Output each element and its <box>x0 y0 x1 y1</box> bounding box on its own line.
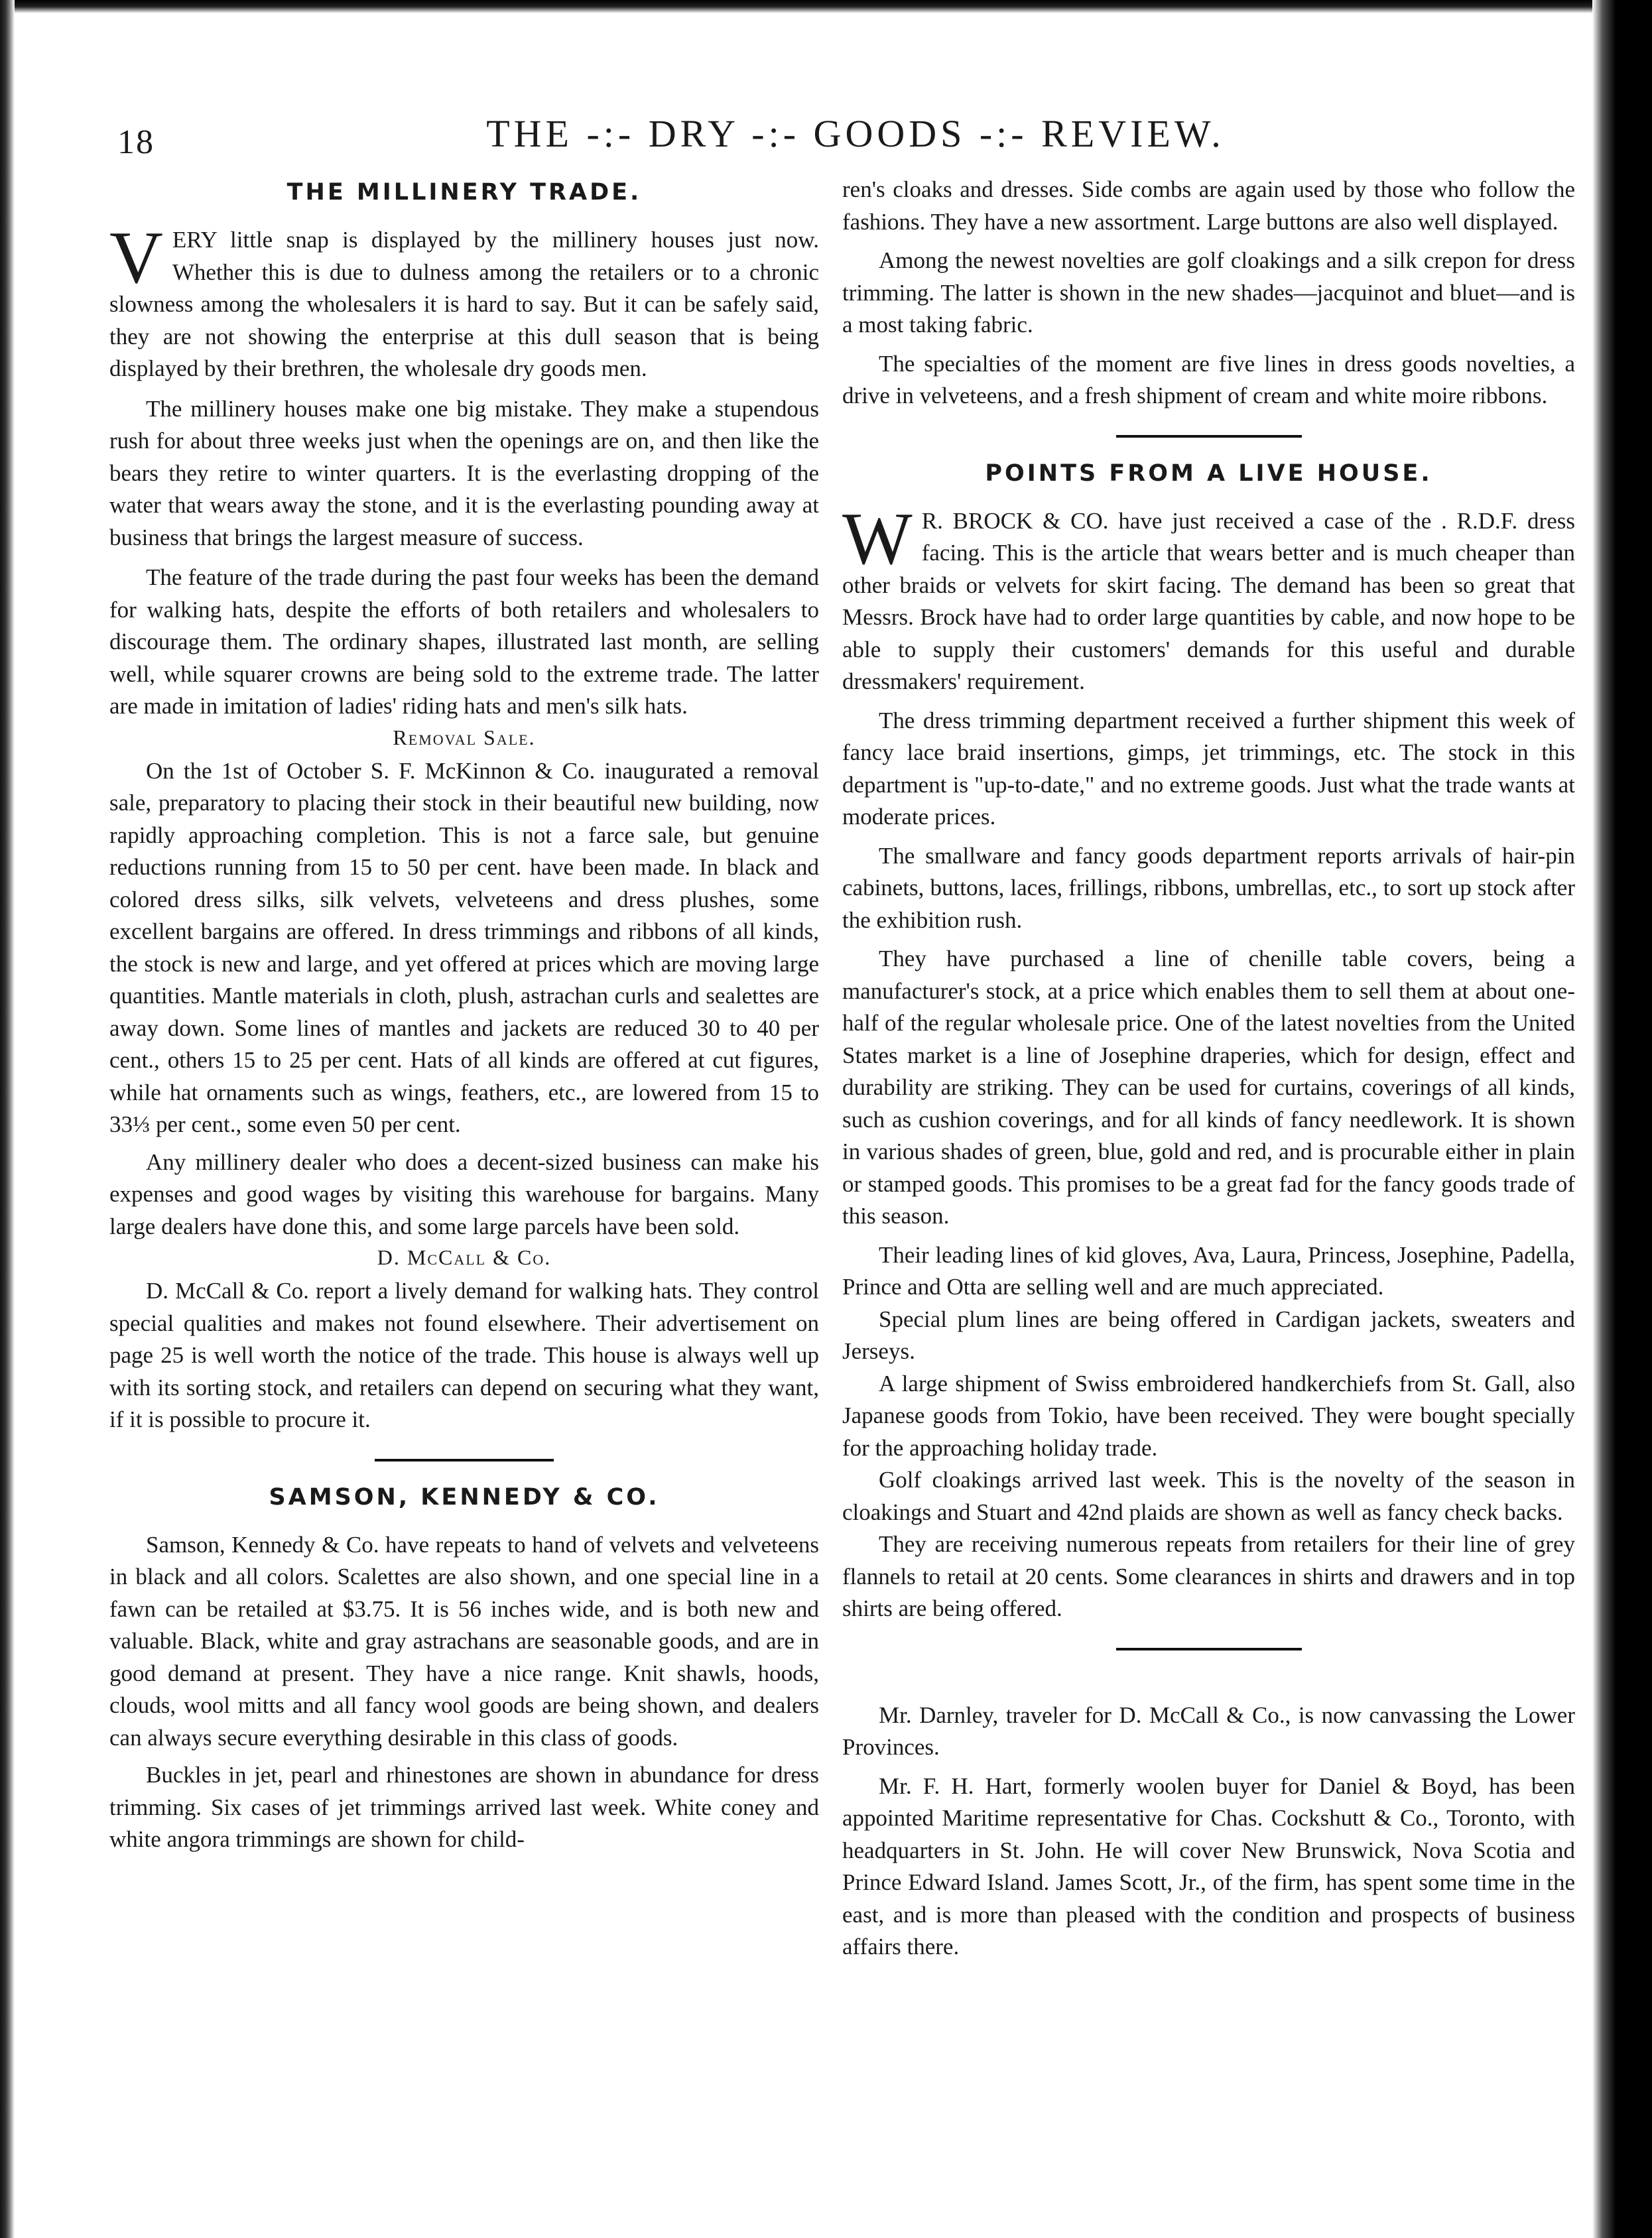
scan-border-top <box>0 0 1652 13</box>
millinery-paragraph-1 <box>109 217 819 385</box>
section-divider-right-2 <box>1116 1648 1302 1650</box>
millinery-paragraph-4: On the 1st of October S. F. McKinnon & Co. inaugurated a removal sale, preparatory to placing their stock in their beautiful new building, now rapidly approaching completion. This is not a farce sale, but genuine reductions running from 15 to 50 per cent. have been made. In black and colored dress silks, silk velvets, velveteens and dress plushes, some excellent bargains are offered. In dress trimmings and ribbons of all kinds, the stock is new and large, and yet offered at prices which are moving large quantities. Mantle materials in cloth, plush, astrachan curls and sealettes are away down. Some lines of mantles and jackets are reduced 30 to 40 per cent., others 15 to 25 per cent. Hats of all kinds are offered at cut figures, while hat ornaments such as wings, feathers, etc., are lowered from 15 to 33⅓ per cent., some even 50 per cent. <box>109 757 819 1137</box>
right-column <box>842 174 1575 1963</box>
live-house-paragraph-7: A large shipment of Swiss embroidered handkerchiefs from St. Gall, also Japanese goods from Tokio, have been received. They were bought specially for the approaching holiday trade. <box>842 1370 1575 1461</box>
live-house-paragraph-3: The smallware and fancy goods department reports arrivals of hair-pin cabinets, buttons, laces, frillings, ribbons, umbrellas, etc., to sort up stock after the exhibition rush. <box>842 842 1575 933</box>
page-number: 18 <box>117 123 155 161</box>
left-column <box>109 174 819 1856</box>
live-house-heading: POINTS FROM A LIVE HOUSE. <box>985 460 1432 487</box>
live-house-paragraph-1 <box>842 497 1575 698</box>
live-house-paragraph-5: Their leading lines of kid gloves, Ava, Laura, Princess, Josephine, Padella, Prince and Otta are selling well and are much appreciated. <box>842 1241 1575 1300</box>
samson-heading: SAMSON, KENNEDY & CO. <box>269 1483 660 1511</box>
millinery-heading: THE MILLINERY TRADE. <box>286 179 642 206</box>
drop-cap-w: W <box>842 497 913 580</box>
scan-border-left <box>0 0 15 2238</box>
personals-paragraph-1: Mr. Darnley, traveler for D. McCall & Co., is now canvassing the Lower Provinces. <box>842 1702 1575 1760</box>
personals-paragraph-2: Mr. F. H. Hart, formerly woolen buyer for Daniel & Boyd, has been appointed Maritime representative for Chas. Cockshutt & Co., Toronto, with headquarters in St. John. He will cover New Brunswick, Nova Scotia and Prince Edward Island. James Scott, Jr., of the firm, has spent some time in the east, and is more than pleased with the condition and prospects of business affairs there. <box>842 1772 1575 1959</box>
live-house-paragraph-2: The dress trimming department received a further shipment this week of fancy lace braid insertions, gimps, jet trimmings, etc. The stock in this department is "up-to-date," and no extreme goods. Just what the trade wants at moderate prices. <box>842 707 1575 830</box>
millinery-paragraph-6: D. McCall & Co. report a lively demand for walking hats. They control special qualities and makes not found elsewhere. Their advertisement on page 25 is well worth the notice of the trade. This house is always well up with its sorting stock, and retailers can depend on securing what they want, if it is possible to procure it. <box>109 1278 819 1432</box>
millinery-paragraph-2: The millinery houses make one big mistake. They make a stupendous rush for about three weeks just when the openings are on, and then like the bears they retire to winter quarters. It is the everlasting dropping of the water that wears away the stone, and it is the everlasting pounding away at business that brings the largest measure of success. <box>109 395 819 550</box>
live-house-paragraph-1-text: R. BROCK & CO. have just received a case of the . R.D.F. dress facing. This is the article that wears better and is much cheaper than other braids or velvets for skirt facing. The demand has been so great that Messrs. Brock have had to order large quantities by cable, and now hope to be able to supply their customers' demands for this useful and durable dressmakers' requirement. <box>842 507 1575 694</box>
running-title: THE -:- DRY -:- GOODS -:- REVIEW. <box>486 112 1225 155</box>
continuation-paragraph-2: Among the newest novelties are golf cloakings and a silk crepon for dress trimming. The latter is shown in the new shades—jacquinot and bluet—and is a most taking fabric. <box>842 247 1575 338</box>
scan-border-right <box>1592 0 1652 2238</box>
millinery-paragraph-3: The feature of the trade during the past four weeks has been the demand for walking hats, despite the efforts of both retailers and wholesalers to discourage them. The ordinary shapes, illustrated last month, are selling well, while squarer crowns are being sold to the extreme trade. The latter are made in imitation of ladies' riding hats and men's silk hats. <box>109 564 819 719</box>
live-house-paragraph-6: Special plum lines are being offered in Cardigan jackets, sweaters and Jerseys. <box>842 1306 1575 1364</box>
mccall-subhead: D. McCall & Co. <box>377 1245 552 1269</box>
section-divider-left <box>375 1459 554 1461</box>
continuation-paragraph-3: The specialties of the moment are five lines in dress goods novelties, a drive in velveteens, and a fresh shipment of cream and white moire ribbons. <box>842 350 1575 408</box>
live-house-paragraph-8: Golf cloakings arrived last week. This is the novelty of the season in cloakings and Stuart and 42nd plaids are shown as well as fancy check backs. <box>842 1467 1575 1525</box>
samson-paragraph-1: Samson, Kennedy & Co. have repeats to hand of velvets and velveteens in black and all colors. Scalettes are also shown, and one special line in a fawn can be retailed at $3.75. It is 56 inches wide, and is both new and valuable. Black, white and gray astrachans are seasonable goods, and are in good demand at present. They have a nice range. Knit shawls, hoods, clouds, wool mitts and all fancy wool goods are being shown, and dealers can always secure everything desirable in this class of goods. <box>109 1531 819 1751</box>
continuation-paragraph-1: ren's cloaks and dresses. Side combs are again used by those who follow the fashions. They have a new assortment. Large buttons are also well displayed. <box>842 176 1575 235</box>
millinery-paragraph-5: Any millinery dealer who does a decent-sized business can make his expenses and good wages by visiting this warehouse for bargains. Many large dealers have done this, and some large parcels have been sold. <box>109 1149 819 1239</box>
millinery-paragraph-1-text: ERY little snap is displayed by the millinery houses just now. Whether this is due to dulness among the retailers or to a chronic slowness among the wholesalers it is hard to say. But it can be safely said, they are not showing the enterprise at this dull season that is being displayed by their brethren, the wholesale dry goods men. <box>109 227 819 381</box>
drop-cap-v: V <box>109 217 163 299</box>
removal-sale-subhead: Removal Sale. <box>393 725 536 749</box>
section-divider-right-1 <box>1116 435 1302 438</box>
live-house-paragraph-9: They are receiving numerous repeats from retailers for their line of grey flannels to retail at 20 cents. Some clearances in shirts and drawers and in top shirts are being offered. <box>842 1531 1575 1621</box>
samson-paragraph-2: Buckles in jet, pearl and rhinestones are shown in abundance for dress trimming. Six cases of jet trimmings arrived last week. White coney and white angora trimmings are shown for child- <box>109 1762 819 1852</box>
live-house-paragraph-4: They have purchased a line of chenille table covers, being a manufacturer's stock, at a price which enables them to sell them at about one-half of the regular wholesale price. One of the latest novelties from the United States market is a line of Josephine draperies, which for design, effect and durability are striking. They can be used for curtains, coverings of all kinds, such as cushion coverings, and for all kinds of fancy needlework. It is shown in various shades of green, blue, gold and red, and is procurable either in plain or stamped goods. This promises to be a great fad for the fancy goods trade of this season. <box>842 946 1575 1229</box>
spacer <box>842 1673 1575 1700</box>
